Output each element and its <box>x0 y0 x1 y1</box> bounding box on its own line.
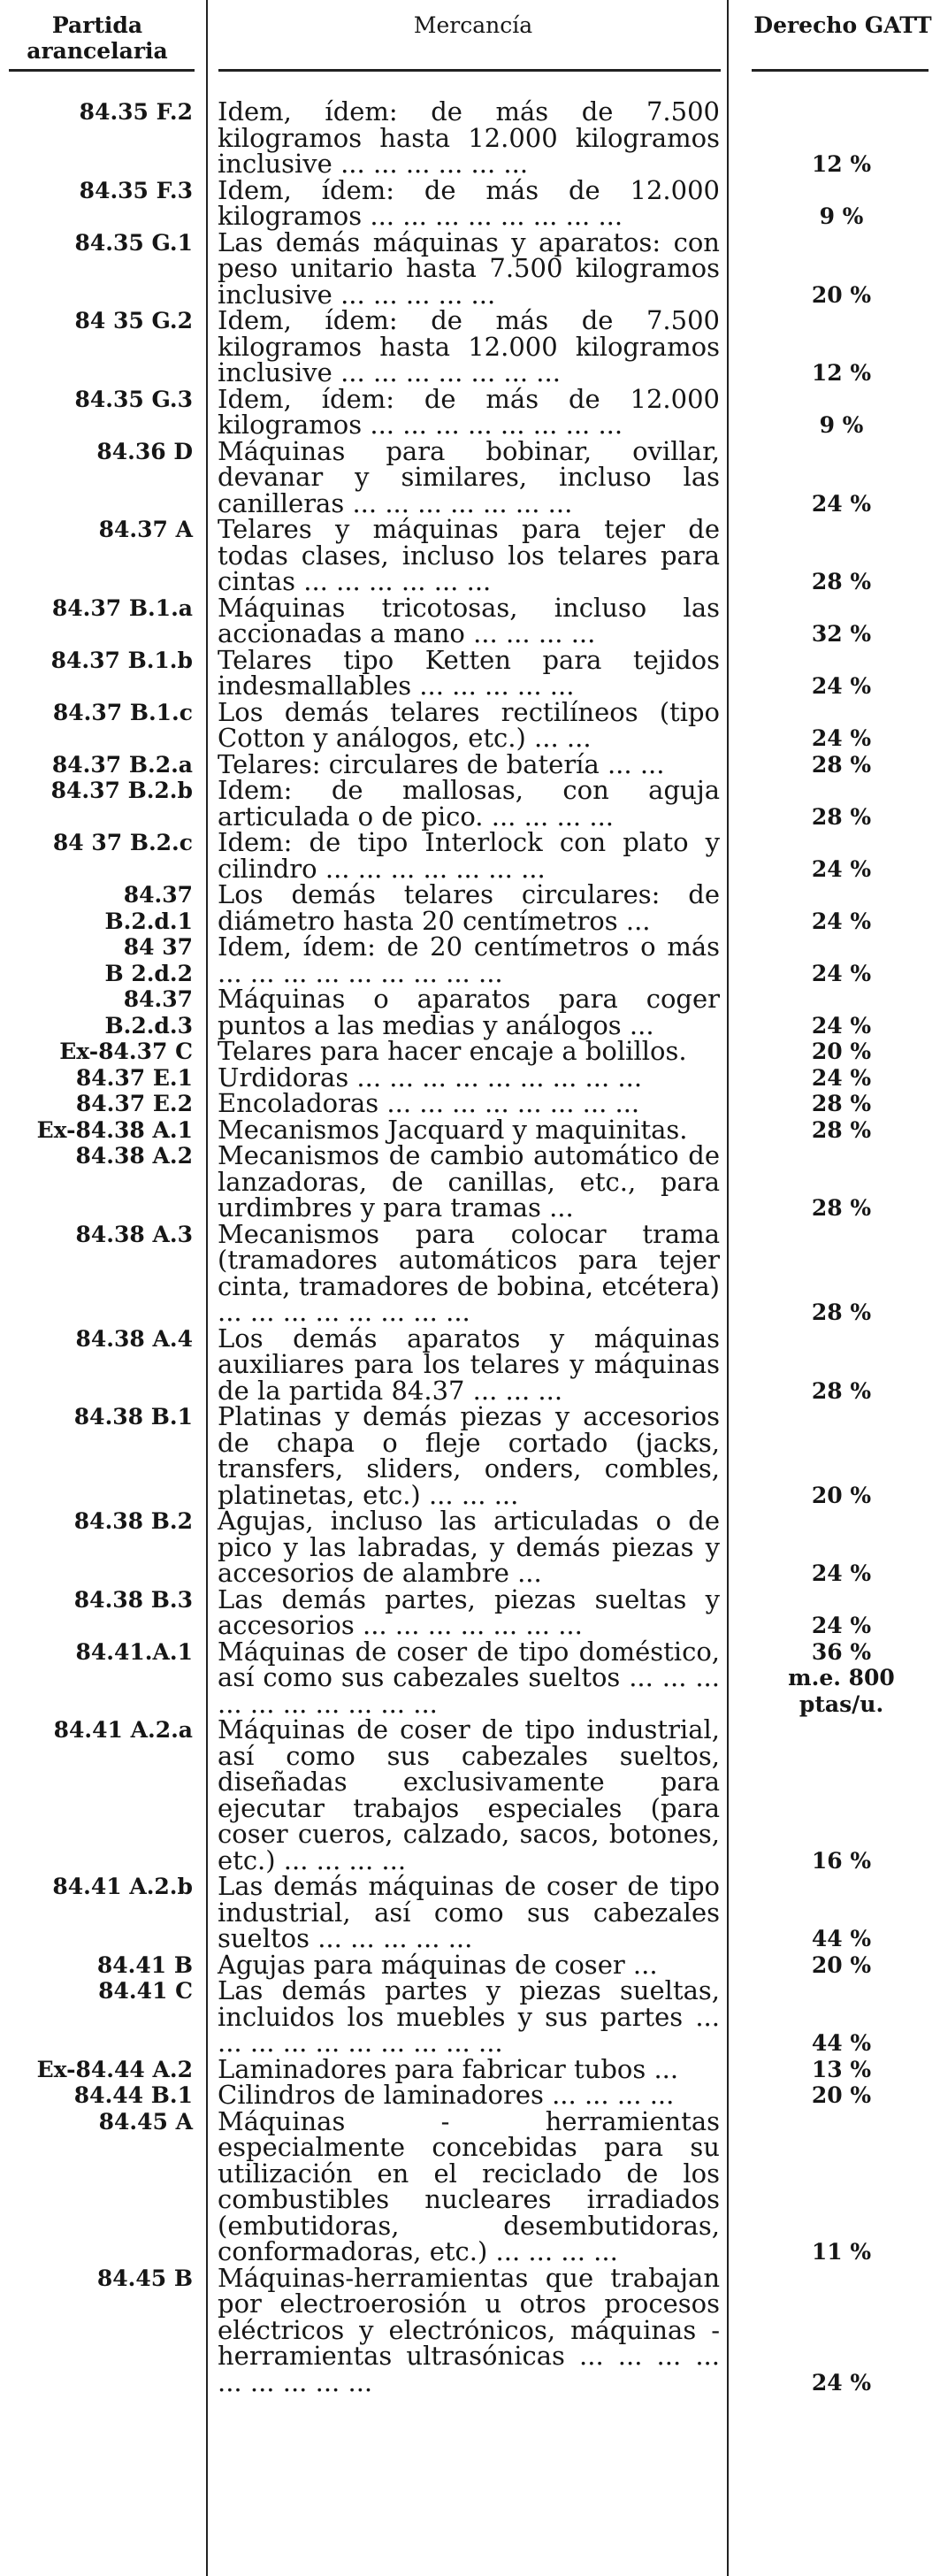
table-row <box>0 1583 940 1640</box>
table-row <box>0 1636 940 1719</box>
gatt-duty: 28 % <box>811 1377 872 1404</box>
gatt-duty: 28 % <box>811 1195 872 1221</box>
gatt-duty: 24 % <box>811 908 872 934</box>
tariff-table <box>0 96 940 2397</box>
gatt-duty: 24 % <box>811 855 872 882</box>
table-row <box>0 1401 940 1510</box>
goods-description: Agujas para máquinas de coser ... <box>218 1949 658 1980</box>
tariff-code: 84.38 B.2 <box>73 1508 193 1534</box>
goods-description: Mecanismos para colocar trama (tramadores automáticos para tejer cinta, tramadores de bobina, etcétera) ... ... ... ... ... ... ... ... <box>218 1218 720 1327</box>
goods-description: Máquinas para bobinar, ovillar, devanar y similares, incluso las canilleras ... ... ... ... ... ... ... <box>218 435 720 518</box>
table-row <box>0 514 940 596</box>
gatt-duty: 24 % <box>811 1012 872 1039</box>
table-row <box>0 1975 940 2058</box>
goods-description: Telares: circulares de batería ... ... <box>218 748 665 779</box>
table-row <box>0 1508 940 1587</box>
gatt-duty: 9 % <box>819 203 864 229</box>
table-row <box>0 696 940 753</box>
table-row <box>0 2105 940 2266</box>
goods-description: Idem, ídem: de más de 7.500 kilogramos hasta 12.000 kilogramos inclusive ... ... ... ... ... ... ... <box>218 305 720 387</box>
tariff-code: Ex-84.38 A.1 <box>36 1116 193 1143</box>
gatt-duty: 12 % <box>811 151 872 177</box>
goods-description: Idem: de mallosas, con aguja articulada o de pico. ... ... ... ... <box>218 775 720 832</box>
goods-description: Los demás telares rectilíneos (tipo Cotton y análogos, etc.) ... ... <box>218 696 720 753</box>
tariff-code: 84.38 A.2 <box>75 1143 193 1169</box>
table-row <box>0 383 940 440</box>
gatt-duty: 28 % <box>811 803 872 830</box>
tariff-code: 84.37 E.2 <box>75 1091 193 1116</box>
tariff-code: Ex-84.37 C <box>59 1039 193 1064</box>
goods-description: Los demás telares circulares: de diámetro hasta 20 centímetros ... <box>218 879 720 936</box>
goods-description: Máquinas de coser de tipo doméstico, así como sus cabezales sueltos ... ... ... ... ... ... ... ... ... ... <box>218 1636 720 1719</box>
tariff-code: 84.37 E.1 <box>75 1064 193 1091</box>
table-row <box>0 934 940 986</box>
goods-description: Mecanismos Jacquard y maquinitas. <box>218 1114 688 1145</box>
tariff-code: 84.41 A.2.a <box>53 1717 193 1743</box>
gatt-duty: 9 % <box>819 412 864 438</box>
table-row <box>0 644 940 701</box>
goods-description: Las demás máquinas de coser de tipo industrial, así como sus cabezales sueltos ... ... ... ... ... <box>218 1871 720 1953</box>
goods-description: Urdidoras ... ... ... ... ... ... ... ... ... <box>218 1062 643 1092</box>
gatt-duty: 36 % m.e. 800 ptas/u. <box>788 1638 895 1717</box>
tariff-code: 84 35 G.2 <box>74 308 193 334</box>
goods-description: Telares para hacer encaje a bolillos. <box>218 1036 687 1066</box>
goods-description: Telares tipo Ketten para tejidos indesmallables ... ... ... ... ... <box>218 644 720 701</box>
table-row <box>0 2082 940 2109</box>
goods-description: Máquinas - herramientas especialmente concebidas para su utilización en el reciclado de los combustibles nucleares irradiados (embutidoras, desembutidoras, conformadoras, etc.) ... ... ... ... <box>218 2105 720 2266</box>
goods-description: Platinas y demás piezas y accesorios de chapa o fleje cortado (jacks, transfers, sliders, onders, combles, platinetas, etc.) ... ... ... <box>218 1401 720 1510</box>
header-partida: Partida arancelaria <box>27 12 168 64</box>
goods-description: Idem, ídem: de 20 centímetros o más ... ... ... ... ... ... ... ... ... <box>218 932 720 988</box>
tariff-code: 84.41 C <box>98 1978 193 2004</box>
goods-description: Encoladoras ... ... ... ... ... ... ... ... <box>218 1088 640 1118</box>
table-row <box>0 1871 940 1953</box>
gatt-duty: 16 % <box>811 1847 872 1874</box>
gatt-duty: 24 % <box>811 1064 872 1091</box>
table-row <box>0 2053 940 2084</box>
tariff-code: 84.35 F.2 <box>79 99 193 125</box>
tariff-code: 84.41 A.2.b <box>52 1874 193 1899</box>
goods-description: Cilindros de laminadores ... ... ... ... <box>218 2080 675 2110</box>
tariff-code: 84.35 F.3 <box>79 177 193 203</box>
goods-description: Agujas, incluso las articuladas o de pico y las labradas, y demás piezas y accesorios de alambre ... <box>218 1506 720 1588</box>
gatt-duty: 24 % <box>811 1613 872 1638</box>
gatt-duty: 28 % <box>811 1300 872 1325</box>
table-row <box>0 1114 940 1145</box>
header-derecho: Derecho GATT <box>753 12 932 38</box>
tariff-code: 84.35 G.1 <box>74 229 193 256</box>
gatt-duty: 24 % <box>811 673 872 699</box>
table-row <box>0 2262 940 2397</box>
gatt-duty: 12 % <box>811 360 872 386</box>
gatt-duty: 44 % <box>811 2030 872 2056</box>
tariff-code: 84 37 B.2.c <box>52 830 193 855</box>
tariff-code: 84.37 B.1.a <box>51 594 193 621</box>
table-row <box>0 226 940 310</box>
goods-description: Máquinas tricotosas, incluso las accionadas a mano ... ... ... ... <box>218 592 720 648</box>
gatt-duty: 20 % <box>811 2082 872 2108</box>
goods-description: Idem, ídem: de más de 7.500 kilogramos hasta 12.000 kilogramos inclusive ... ... ... ... ... ... <box>218 96 720 179</box>
gatt-duty: 20 % <box>811 1482 872 1508</box>
gatt-duty: 28 % <box>811 569 872 594</box>
gatt-duty: 13 % <box>811 2056 872 2082</box>
goods-description: Idem, ídem: de más de 12.000 kilogramos ... ... ... ... ... ... ... ... <box>218 383 720 440</box>
table-row <box>0 827 940 884</box>
tariff-code: 84.37 B.2.b <box>50 778 193 803</box>
goods-description: Las demás máquinas y aparatos: con peso unitario hasta 7.500 kilogramos inclusive ... ... ... ... ... <box>218 226 720 310</box>
header-mercancia: Mercancía <box>413 12 533 38</box>
header-rule-code <box>9 69 195 72</box>
tariff-code: 84.41.A.1 <box>75 1638 193 1665</box>
tariff-code: Ex-84.44 A.2 <box>36 2056 193 2082</box>
goods-description: Máquinas o aparatos para coger puntos a las medias y análogos ... <box>218 984 720 1040</box>
table-row <box>0 1062 940 1092</box>
table-row <box>0 1140 940 1223</box>
table-row <box>0 435 940 518</box>
tariff-code: 84.37 B.2.d.3 <box>104 986 193 1039</box>
goods-description: Los demás aparatos y máquinas auxiliares para los telares y máquinas de la partida 84.37 ... ... ... <box>218 1322 720 1406</box>
tariff-code: 84.36 D <box>96 438 193 464</box>
tariff-code: 84.41 B <box>96 1951 193 1978</box>
table-row <box>0 1949 940 1980</box>
tariff-code: 84.38 B.3 <box>73 1586 193 1613</box>
tariff-code: 84.35 G.3 <box>74 386 193 412</box>
gatt-duty: 24 % <box>811 2369 872 2396</box>
table-row <box>0 1218 940 1327</box>
table-row <box>0 1036 940 1066</box>
tariff-code: 84.45 A <box>98 2108 193 2135</box>
table-row <box>0 986 940 1039</box>
tariff-code: 84.37 B.1.b <box>50 647 193 673</box>
gatt-duty: 20 % <box>811 281 872 308</box>
table-row <box>0 775 940 832</box>
table-row <box>0 305 940 387</box>
table-row <box>0 1714 940 1875</box>
table-row <box>0 1322 940 1406</box>
goods-description: Las demás partes, piezas sueltas y accesorios ... ... ... ... ... ... ... <box>218 1583 720 1640</box>
tariff-code: 84.45 B <box>96 2265 193 2291</box>
gatt-duty: 11 % <box>811 2239 872 2265</box>
tariff-code: 84.44 B.1 <box>73 2082 193 2108</box>
tariff-code: 84.38 A.4 <box>75 1325 193 1352</box>
goods-description: Idem: de tipo Interlock con plato y cilindro ... ... ... ... ... ... ... <box>218 827 720 884</box>
table-row <box>0 879 940 936</box>
tariff-code: 84.37 A <box>98 517 193 542</box>
table-row <box>0 748 940 779</box>
gatt-duty: 28 % <box>811 751 872 778</box>
goods-description: Telares y máquinas para tejer de todas clases, incluso los telares para cintas ... ... ... ... ... ... <box>218 514 720 596</box>
tariff-code: 84 37 B 2.d.2 <box>104 934 193 986</box>
tariff-code: 84.38 B.1 <box>73 1404 193 1430</box>
tariff-code: 84.37 B.1.c <box>52 699 193 725</box>
table-row <box>0 592 940 648</box>
goods-description: Las demás partes y piezas sueltas, incluidos los muebles y sus partes ... ... ... ... ... ... ... ... ... ... <box>218 1975 720 2058</box>
table-row <box>0 174 940 231</box>
gatt-duty: 24 % <box>811 1560 872 1586</box>
goods-description: Máquinas-herramientas que trabajan por electroerosión u otros procesos eléctricos y electrónicos, máquinas - herramientas ultrasónicas ... ... ... ... ... ... ... ... ... <box>218 2262 720 2397</box>
gatt-duty: 28 % <box>811 1091 872 1116</box>
tariff-code: 84.37 B.2.a <box>51 751 193 778</box>
gatt-duty: 24 % <box>811 490 872 517</box>
table-row <box>0 96 940 179</box>
gatt-duty: 28 % <box>811 1116 872 1143</box>
gatt-duty: 44 % <box>811 1926 872 1951</box>
gatt-duty: 24 % <box>811 960 872 986</box>
goods-description: Laminadores para fabricar tubos ... <box>218 2053 679 2084</box>
gatt-duty: 32 % <box>811 621 872 647</box>
goods-description: Idem, ídem: de más de 12.000 kilogramos ... ... ... ... ... ... ... ... <box>218 174 720 231</box>
gatt-duty: 24 % <box>811 725 872 751</box>
tariff-code: 84.38 A.3 <box>75 1221 193 1247</box>
tariff-code: 84.37 B.2.d.1 <box>104 882 193 934</box>
header-rule-rate <box>752 69 929 72</box>
header-rule-desc <box>218 69 721 72</box>
gatt-duty: 20 % <box>811 1951 872 1978</box>
goods-description: Mecanismos de cambio automático de lanzadoras, de canillas, etc., para urdimbres y para tramas ... <box>218 1140 720 1223</box>
goods-description: Máquinas de coser de tipo industrial, así como sus cabezales sueltos, diseñadas exclusivamente para ejecutar trabajos especiales (para coser cueros, calzado, sacos, botones, etc.) ... ... ... ... <box>218 1714 720 1875</box>
gatt-duty: 20 % <box>811 1039 872 1064</box>
table-row <box>0 1088 940 1118</box>
